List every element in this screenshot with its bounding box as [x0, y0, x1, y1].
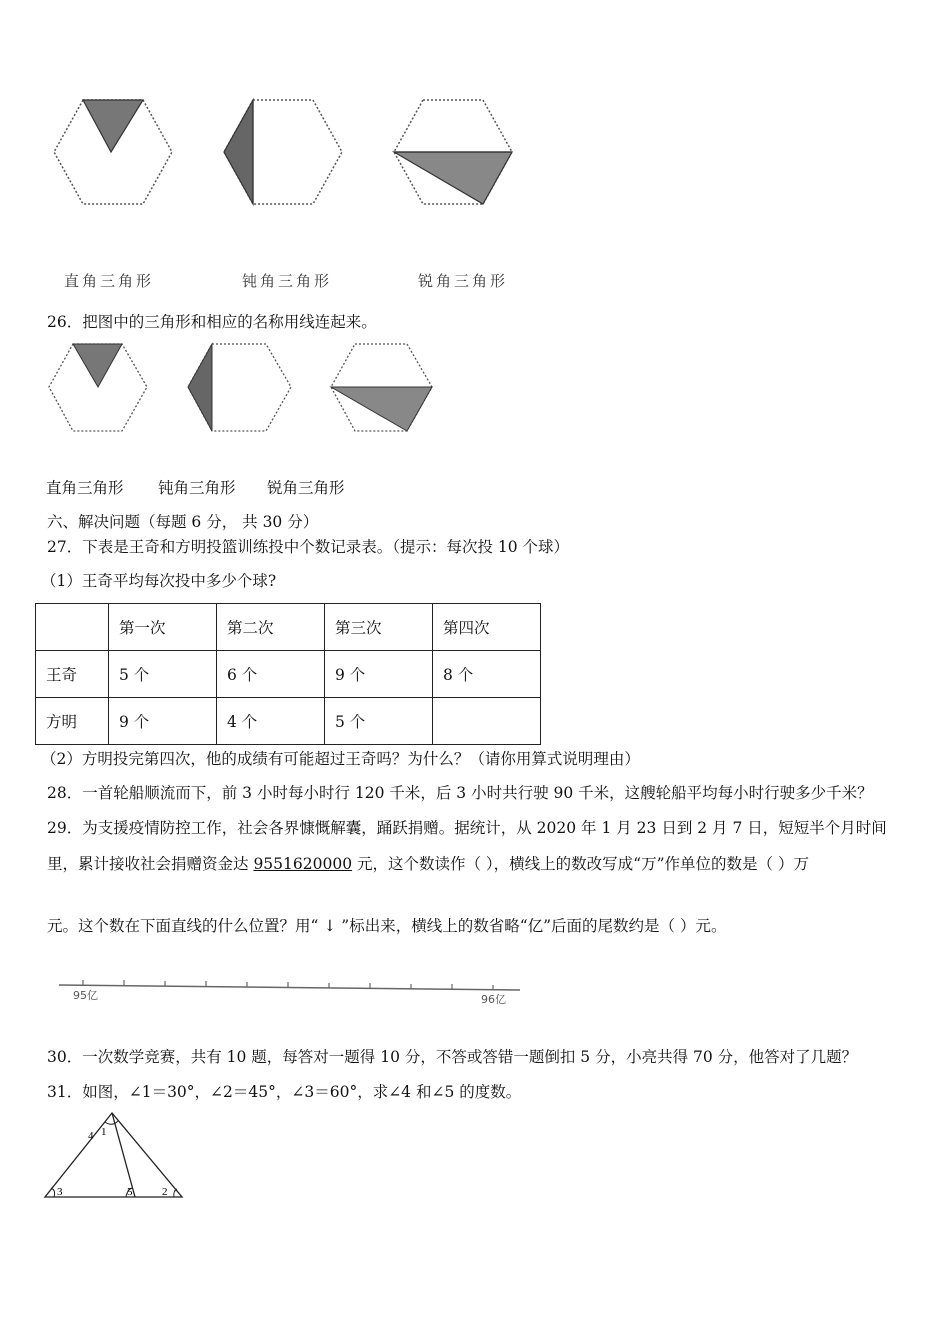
axis-label-right: 96亿 [481, 993, 506, 1006]
q31-triangle-figure [40, 1108, 190, 1203]
q28-text: 28．一首轮船顺流而下，前 3 小时每小时行 120 千米，后 3 小时共行驶 90 千米，这艘轮船平均每小时行驶多少千米？ [47, 784, 873, 802]
q27-sub2: （2）方明投完第四次，他的成绩有可能超过王奇吗？为什么？（请你用算式说明理由） [41, 750, 640, 768]
number-line [55, 970, 530, 1010]
table-cell: 5 个 [109, 651, 217, 698]
q27-text: 27．下表是王奇和方明投篮训练投中个数记录表。（提示：每次投 10 个球） [47, 538, 570, 556]
q31-text: 31．如图，∠1＝30°，∠2＝45°，∠3＝60°，求∠4 和∠5 的度数。 [47, 1083, 522, 1101]
table-row [36, 651, 541, 698]
score-table [35, 603, 541, 745]
q26-hexagon-acute-triangle [331, 344, 432, 431]
q29-line3: 元。这个数在下面直线的什么位置？用“ ↓ ”标出来，横线上的数省略“亿”后面的尾数约是（ ）元。 [47, 917, 727, 935]
angle-3-label: 3 [57, 1186, 63, 1198]
table-cell: 5 个 [325, 698, 433, 745]
table-cell: 方明 [36, 698, 109, 745]
table-cell: 王奇 [36, 651, 109, 698]
table-cell: 4 个 [217, 698, 325, 745]
angle-5-label: 5 [127, 1186, 133, 1198]
angle-2-label: 2 [162, 1186, 168, 1198]
q29-line2 [47, 854, 809, 874]
top-label-obtuse: 钝角三角形 [242, 272, 333, 290]
q27-sub1: （1）王奇平均每次投中多少个球? [41, 572, 277, 590]
q26-hexagon-figure [45, 340, 445, 435]
q29-number: 9551620000 [253, 855, 353, 873]
angle-1-label: 1 [101, 1126, 107, 1138]
table-cell [433, 698, 541, 745]
q29-line1: 29．为支援疫情防控工作，社会各界慷慨解囊，踊跃捐赠。据统计，从 2020 年 1 月 23 日到 2 月 7 日，短短半个月时间 [47, 819, 887, 837]
q26-text: 26．把图中的三角形和相应的名称用线连起来。 [47, 313, 377, 331]
table-row [36, 698, 541, 745]
hexagon-right-triangle [54, 100, 172, 204]
table-header-cell [36, 604, 109, 651]
q30-text: 30．一次数学竞赛，共有 10 题，每答对一题得 10 分，不答或答错一题倒扣 5 分，小亮共得 70 分，他答对了几题？ [47, 1048, 858, 1066]
table-header-cell: 第一次 [109, 604, 217, 651]
top-label-acute: 锐角三角形 [418, 272, 509, 290]
table-cell: 6 个 [217, 651, 325, 698]
top-hexagon-figure [40, 90, 540, 215]
axis-label-left: 95亿 [73, 989, 98, 1002]
table-header-cell: 第二次 [217, 604, 325, 651]
angle-4-label: 4 [88, 1130, 94, 1142]
table-cell: 9 个 [325, 651, 433, 698]
q26-hexagon-obtuse-triangle [188, 344, 291, 431]
top-label-right: 直角三角形 [64, 272, 155, 290]
hexagon-acute-triangle [394, 100, 512, 204]
table-header-cell: 第四次 [433, 604, 541, 651]
q26-hexagon-right-triangle [49, 344, 147, 431]
table-cell: 8 个 [433, 651, 541, 698]
q29-line2-post: 元，这个数读作（ ），横线上的数改写成“万”作单位的数是（ ）万 [352, 855, 809, 873]
table-header-cell: 第三次 [325, 604, 433, 651]
table-cell: 9 个 [109, 698, 217, 745]
hexagon-obtuse-triangle [224, 100, 342, 204]
q26-label-acute: 锐角三角形 [267, 479, 345, 497]
q29-line2-pre: 里，累计接收社会捐赠资金达 [47, 855, 254, 873]
q26-label-obtuse: 钝角三角形 [158, 479, 236, 497]
table-header-row [36, 604, 541, 651]
q26-label-right: 直角三角形 [46, 479, 124, 497]
section6-title: 六、解决问题（每题 6 分， 共 30 分） [47, 513, 319, 531]
